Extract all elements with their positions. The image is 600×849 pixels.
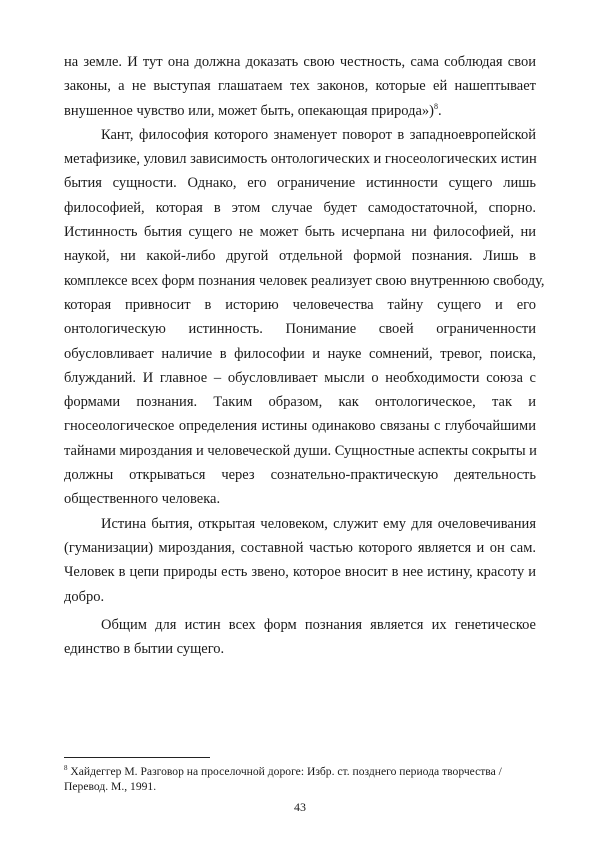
text-line: гносеологическое определения истины одинаково связаны с глубочайшими bbox=[64, 418, 536, 435]
text-line: Истина бытия, открытая человеком, служит ему для очеловечивания bbox=[101, 515, 536, 532]
text-line: формами познания. Таким образом, как онтологическое, так и bbox=[64, 394, 536, 411]
text-line: обусловливает наличие в философии и науке сомнений, тревог, поиска, bbox=[64, 345, 536, 362]
paragraph-2 bbox=[64, 123, 545, 512]
page-body bbox=[64, 50, 545, 661]
text-line bbox=[64, 99, 536, 123]
text-line: Истинность бытия сущего не может быть исчерпана ни философией, ни bbox=[64, 224, 536, 241]
text-line: (гуманизации) мироздания, составной частью которого является и он сам. bbox=[64, 539, 536, 556]
paragraph-4 bbox=[64, 613, 536, 662]
text-line: философией, которая в этом случае будет самодостаточной, спорно. bbox=[64, 199, 536, 216]
text-line: законы, а не выступая глашатаем тех законов, которые ей нашептывает bbox=[64, 78, 536, 95]
footnote-text: Хайдеггер М. Разговор на проселочной дороге: Избр. ст. позднего периода творчества / Перевод. М., 1991. bbox=[64, 765, 502, 793]
paragraph-3 bbox=[64, 512, 536, 609]
text-line-content: внушенное чувство или, может быть, опекающая природа») bbox=[64, 102, 434, 119]
footnote-reference[interactable]: 8 bbox=[433, 101, 438, 111]
text-line: добро. bbox=[64, 588, 105, 605]
text-line-trailing: . bbox=[437, 102, 442, 119]
text-line: тайнами мироздания и человеческой души. Сущностные аспекты сокрыты и bbox=[64, 442, 537, 459]
text-line: комплексе всех форм познания человек реализует свою внутреннюю свободу, bbox=[64, 272, 545, 289]
text-line: должны открываться через сознательно-практическую деятельность bbox=[64, 467, 536, 484]
text-line: онтологическую истинность. Понимание своей ограниченности bbox=[64, 321, 536, 338]
text-line: метафизике, уловил зависимость онтологических и гносеологических истин bbox=[64, 151, 537, 168]
text-line: Кант, философия которого знаменует поворот в западноевропейской bbox=[101, 126, 536, 143]
text-line: общественного человека. bbox=[64, 491, 221, 508]
paragraph-1 bbox=[64, 50, 536, 123]
text-line: наукой, ни какой-либо другой отдельной формой познания. Лишь в bbox=[64, 248, 536, 265]
footnote-divider bbox=[64, 757, 210, 758]
page-number: 43 bbox=[294, 800, 306, 814]
text-line: которая привносит в историю человечества тайну сущего и его bbox=[64, 296, 536, 313]
text-line: единство в бытии сущего. bbox=[64, 641, 225, 658]
text-line: Человек в цепи природы есть звено, которое вносит в нее истину, красоту и bbox=[64, 564, 536, 581]
footnote bbox=[64, 764, 536, 794]
footnote-marker: 8 bbox=[64, 764, 68, 773]
text-line: на земле. И тут она должна доказать свою честность, сама соблюдая свои bbox=[64, 54, 536, 70]
text-line: блужданий. И главное – обусловливает мысли о необходимости союза с bbox=[64, 369, 536, 386]
text-line: бытия сущности. Однако, его ограничение истинности сущего лишь bbox=[64, 175, 536, 192]
text-line: Общим для истин всех форм познания является их генетическое bbox=[101, 616, 536, 633]
